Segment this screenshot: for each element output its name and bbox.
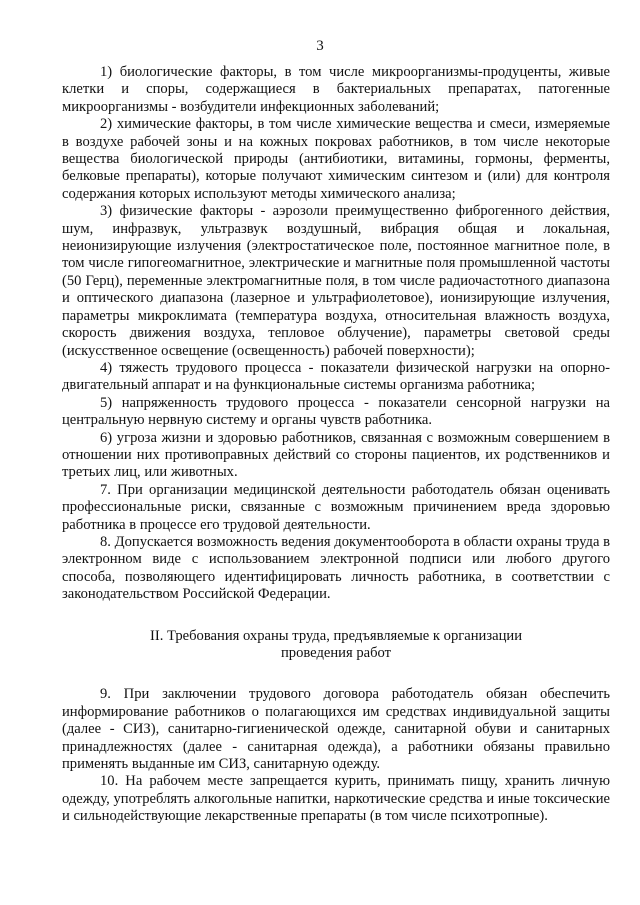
paragraph-biological-factors: 1) биологические факторы, в том числе микроорганизмы-продуценты, живые клетки и споры, содержащиеся в бактериальных препаратах, патогенные микроорганизмы - возбудители инфекционных заболеваний; <box>62 64 610 115</box>
paragraph-item-9: 9. При заключении трудового договора работодатель обязан обеспечить информирование работников о полагающихся им средствах индивидуальной защиты (далее - СИЗ), санитарно-гигиенической одежде, санитарной обуви и санитарных принадлежностях (далее - санитарная одежда), а работники обязаны правильно применять выданные им СИЗ, санитарную одежду. <box>62 686 610 773</box>
paragraph-item-7: 7. При организации медицинской деятельности работодатель обязан оценивать профессиональные риски, связанные с возможным причинением вреда здоровью работника в процессе его трудовой деятельности. <box>62 481 610 533</box>
paragraph-life-threat: 6) угроза жизни и здоровью работников, связанная с возможным совершением в отношении них противоправных действий со стороны пациентов, их родственников и третьих лиц, или животных. <box>62 429 610 481</box>
page-number: 3 <box>316 38 324 54</box>
section-heading <box>62 628 610 663</box>
paragraph-physical-factors: 3) физические факторы - аэрозоли преимущественно фиброгенного действия, шум, инфразвук, ультразвук воздушный, вибрация общая и локальная, неионизирующие излучения (электростатическое поле, постоянное магнитное поле, в том числе гипогеомагнитное, электрические и магнитные поля промышленной частоты (50 Герц), переменные электромагнитные поля, в том числе радиочастотного диапазона и оптического диапазона (лазерное и ультрафиолетовое), ионизирующие излучения, параметры микроклимата (температура воздуха, относительная влажность воздуха, скорость движения воздуха, тепловое облучение), параметры световой среды (искусственное освещение (освещенность) рабочей поверхности); <box>62 203 610 359</box>
paragraph-chemical-factors: 2) химические факторы, в том числе химические вещества и смеси, измеряемые в воздухе рабочей зоны и на кожных покровах работников, в том числе некоторые вещества биологической природы (антибиотики, витамины, гормоны, ферменты, белковые препараты), которые получают химическим синтезом и (или) для контроля содержания которых используют методы химического анализа; <box>62 116 610 202</box>
document-body <box>62 64 610 826</box>
paragraph-item-8: 8. Допускается возможность ведения документооборота в области охраны труда в электронном виде с использованием электронной подписи или любого другого способа, позволяющего идентифицировать личность работника, в соответствии с законодательством Российской Федерации. <box>62 533 610 603</box>
section-heading-line-2: проведения работ <box>280 645 392 661</box>
section-heading-line-1: II. Требования охраны труда, предъявляемые к организации <box>149 627 523 644</box>
paragraph-item-10: 10. На рабочем месте запрещается курить, принимать пищу, хранить личную одежду, употреблять алкогольные напитки, наркотические средства и иные токсические и сильнодействующие лекарственные препараты (в том числе психотропные). <box>62 773 610 825</box>
paragraph-labor-severity: 4) тяжесть трудового процесса - показатели физической нагрузки на опорно-двигательный аппарат и на функциональные системы организма работника; <box>62 359 610 394</box>
paragraph-labor-intensity: 5) напряженность трудового процесса - показатели сенсорной нагрузки на центральную нервную систему и органы чувств работника. <box>62 394 610 429</box>
